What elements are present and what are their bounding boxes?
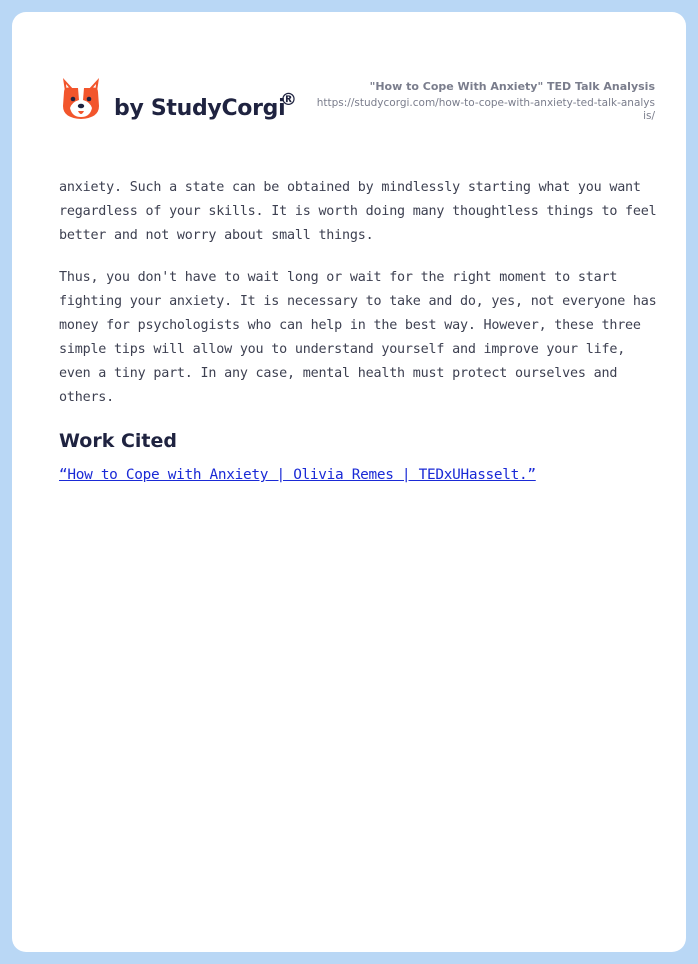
works-cited-heading: Work Cited [59,430,177,452]
logo-wordmark: by StudyCorgi [114,96,286,121]
document-title: "How to Cope With Anxiety" TED Talk Analysis [369,80,655,93]
document-body [59,176,659,486]
citation-link[interactable]: “How to Cope with Anxiety | Olivia Remes | TEDxUHasselt.” [59,467,536,483]
body-paragraph: anxiety. Such a state can be obtained by mindlessly starting what you want regardless of your skills. It is worth doing many thoughtless things to feel better and not worry about small things. [59,180,657,243]
registered-mark: ® [280,90,297,110]
document-url[interactable]: https://studycorgi.com/how-to-cope-with-anxiety-ted-talk-analysis/ [316,97,655,122]
document-info [315,80,655,123]
page-header [12,12,686,152]
corgi-icon [60,76,102,122]
body-paragraph: Thus, you don't have to wait long or wait for the right moment to start fighting your anxiety. It is necessary to take and do, yes, not everyone has money for psychologists who can help in the best way. However, these three simple tips will allow you to understand yourself and improve your life, even a tiny part. In any case, mental health must protect ourselves and others. [59,270,657,405]
document-page [12,12,686,952]
studycorgi-logo[interactable] [60,76,310,126]
